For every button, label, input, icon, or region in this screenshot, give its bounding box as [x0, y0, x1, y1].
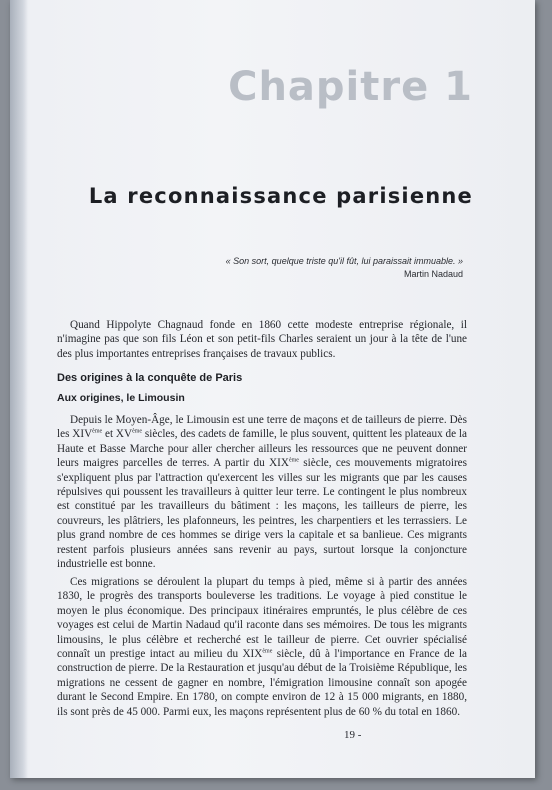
ordinal-superscript: ème: [92, 428, 103, 435]
ordinal-superscript: ème: [132, 428, 143, 435]
chapter-title: La reconnaissance parisienne: [88, 184, 473, 208]
text-run: et XV: [102, 428, 133, 441]
chapter-label: Chapitre 1: [228, 64, 473, 110]
ordinal-superscript: ème: [288, 457, 299, 464]
page-gutter-shadow: [10, 0, 28, 778]
paragraph-migrations: [57, 575, 467, 719]
epigraph: [226, 255, 463, 281]
paragraph-limousin-text: [57, 413, 467, 571]
paragraph-limousin: [57, 413, 467, 571]
text-run: Ces migrations se déroulent la plupart du temps à pied, même si à partir des années 1830, le progrès des transports bouleverse les traditions. Le voyage à pied constitue le moyen le plus économique. Des principaux itinéraires empruntés, le plus célèbre de ces voyages est celui de Martin Nadaud qu'il raconte dans ses mémoires. De tous les migrants limousins, le plus célèbre et recherché est le tailleur de pierre. Cet ouvrier spécialisé connaît un prestige intact au milieu du XIX: [57, 576, 467, 661]
paragraph-migrations-text: [57, 575, 467, 719]
section-subheading: Aux origines, le Limousin: [57, 392, 185, 404]
intro-paragraph: [57, 318, 467, 361]
page-number: 19 -: [344, 729, 362, 741]
text-run: siècle, ces mouvements migratoires s'expliquent plus par l'attraction qu'exercent les villes sur les migrants que par les causes répulsives qui poussent les travailleurs à quitter leur terre. Le contingent le plus nombreux est constitué par les travailleurs du bâtiment : les maçons, les tailleurs de pierre, les couvreurs, les plâtriers, les plafonneurs, les peintres, les charpentiers et les terrassiers. Le plus grand nombre de ces hommes se dirige vers la capitale et sa banlieue. Ces migrants restent parfois plusieurs années sans revenir au pays, surtout lorsque la conjoncture industrielle est bonne.: [57, 457, 467, 571]
text-run: siècles, des cadets de famille, le plus souvent, quittent les plateaux de la Haute et Basse Marche pour aller chercher ailleurs les ressources que ne peuvent donner leurs maigres parcelles de terres. A partir du XIX: [57, 428, 468, 470]
epigraph-quote: « Son sort, quelque triste qu'il fût, lui paraissait immuable. »: [225, 256, 463, 266]
book-page: [10, 0, 535, 778]
intro-text: Quand Hippolyte Chagnaud fonde en 1860 cette modeste entreprise régionale, il n'imagine pas que son fils Léon et son petit-fils Charles seraient un jour à la tête de l'une des plus importantes entreprises françaises de travaux publics.: [57, 319, 467, 360]
epigraph-author: Martin Nadaud: [403, 269, 463, 279]
text-run: siècle, dû à l'importance en France de la construction de pierre. De la Restauration et jusqu'au début de la Troisième République, les migrations ne cessent de gagner en nombre, l'émigration limousine connaît son apogée durant le Second Empire. En 1780, on compte environ de 12 à 15 000 migrants, en 1880, ils sont près de 45 000. Parmi eux, les maçons représentent plus de 60 % du total en 1860.: [57, 648, 467, 718]
section-heading: Des origines à la conquête de Paris: [57, 372, 243, 384]
ordinal-superscript: ème: [262, 648, 273, 655]
text-run: Depuis le Moyen-Âge, le Limousin est une terre de maçons et de tailleurs de pierre. Dès les XIV: [57, 414, 467, 441]
